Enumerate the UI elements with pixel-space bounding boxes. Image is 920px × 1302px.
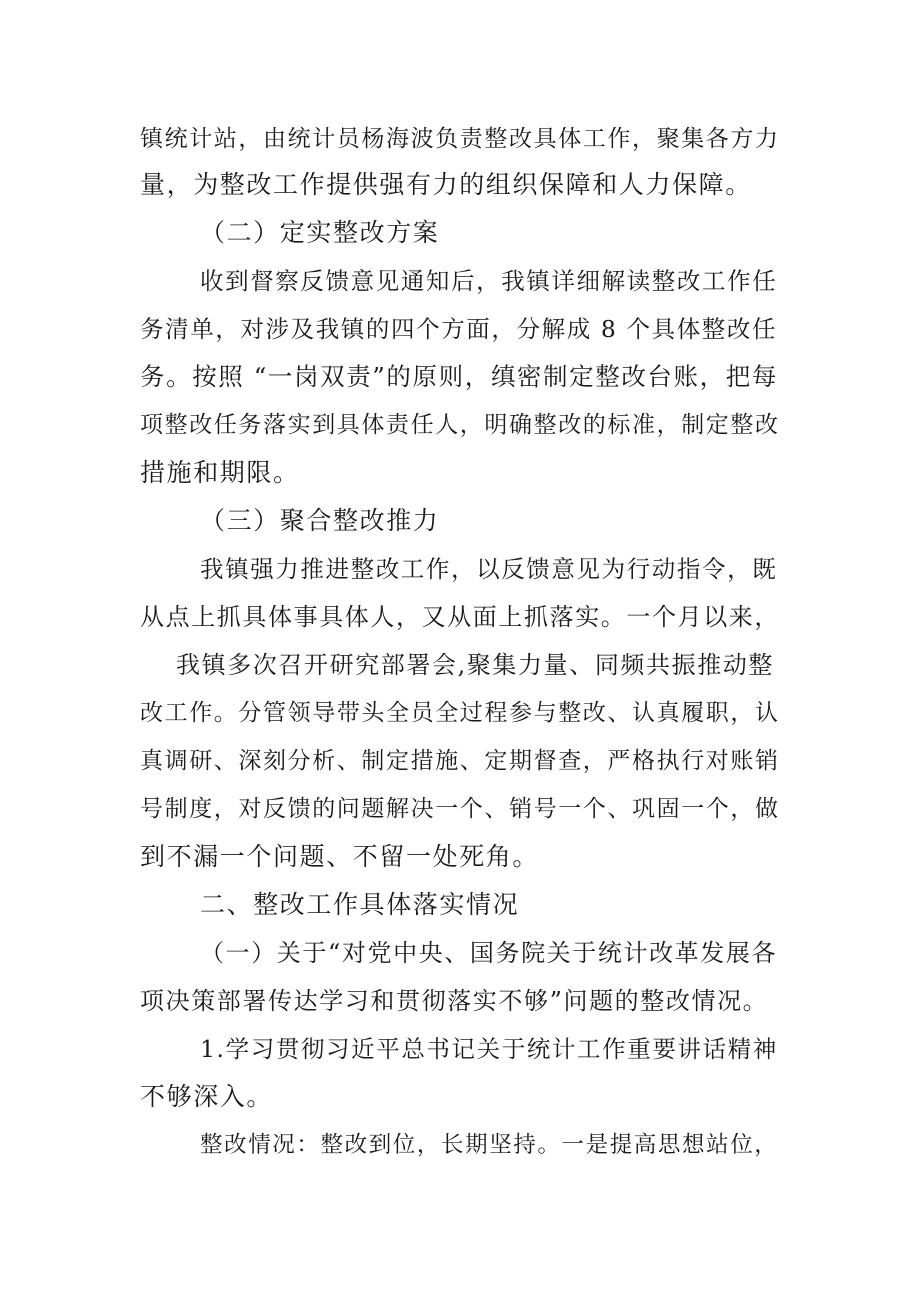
section-heading: （三）聚合整改推力 xyxy=(200,506,440,535)
section-heading: 二、整改工作具体落实情况 xyxy=(200,890,520,919)
body-line: 到不漏一个问题、不留一处死角。 xyxy=(140,842,540,871)
body-line: 改工作。分管领导带头全员全过程参与整改、认真履职，认 xyxy=(140,700,780,726)
body-line: 真调研、深刻分析、制定措施、定期督查，严格执行对账销 xyxy=(140,748,780,774)
body-line: 项整改任务落实到具体责任人，明确整改的标准，制定整改 xyxy=(140,412,780,438)
item-heading: 1.学习贯彻习近平总书记关于统计工作重要讲话精神 xyxy=(200,1035,778,1063)
subsection-heading: 项决策部署传达学习和贯彻落实不够”问题的整改情况。 xyxy=(140,987,769,1015)
body-line: 我镇多次召开研究部署会,聚集力量、同频共振推动整 xyxy=(176,651,775,679)
body-line: 量，为整改工作提供强有力的组织保障和人力保障。 xyxy=(140,170,752,199)
body-line: 我镇强力推进整改工作，以反馈意见为行动指令，既 xyxy=(200,555,778,583)
body-line: 镇统计站，由统计员杨海波负责整改具体工作，聚集各方力 xyxy=(140,126,780,152)
item-heading: 不够深入。 xyxy=(140,1082,274,1111)
body-line: 整改情况：整改到位，长期坚持。一是提高思想站位， xyxy=(200,1132,779,1158)
body-line: 务清单，对涉及我镇的四个方面，分解成 8 个具体整改任 xyxy=(140,315,778,343)
section-heading: （二）定实整改方案 xyxy=(200,218,440,247)
subsection-heading: （一）关于“对党中央、国务院关于统计改革发展各 xyxy=(200,939,778,967)
body-line: 从点上抓具体事具体人，又从面上抓落实。一个月以来， xyxy=(140,603,780,631)
body-line: 务。按照 “一岗双责”的原则，缜密制定整改台账，把每 xyxy=(140,362,778,391)
body-line: 号制度，对反馈的问题解决一个、销号一个、巩固一个，做 xyxy=(140,796,780,822)
body-line: 措施和期限。 xyxy=(140,458,300,487)
body-line: 收到督察反馈意见通知后，我镇详细解读整改工作任 xyxy=(200,267,778,295)
